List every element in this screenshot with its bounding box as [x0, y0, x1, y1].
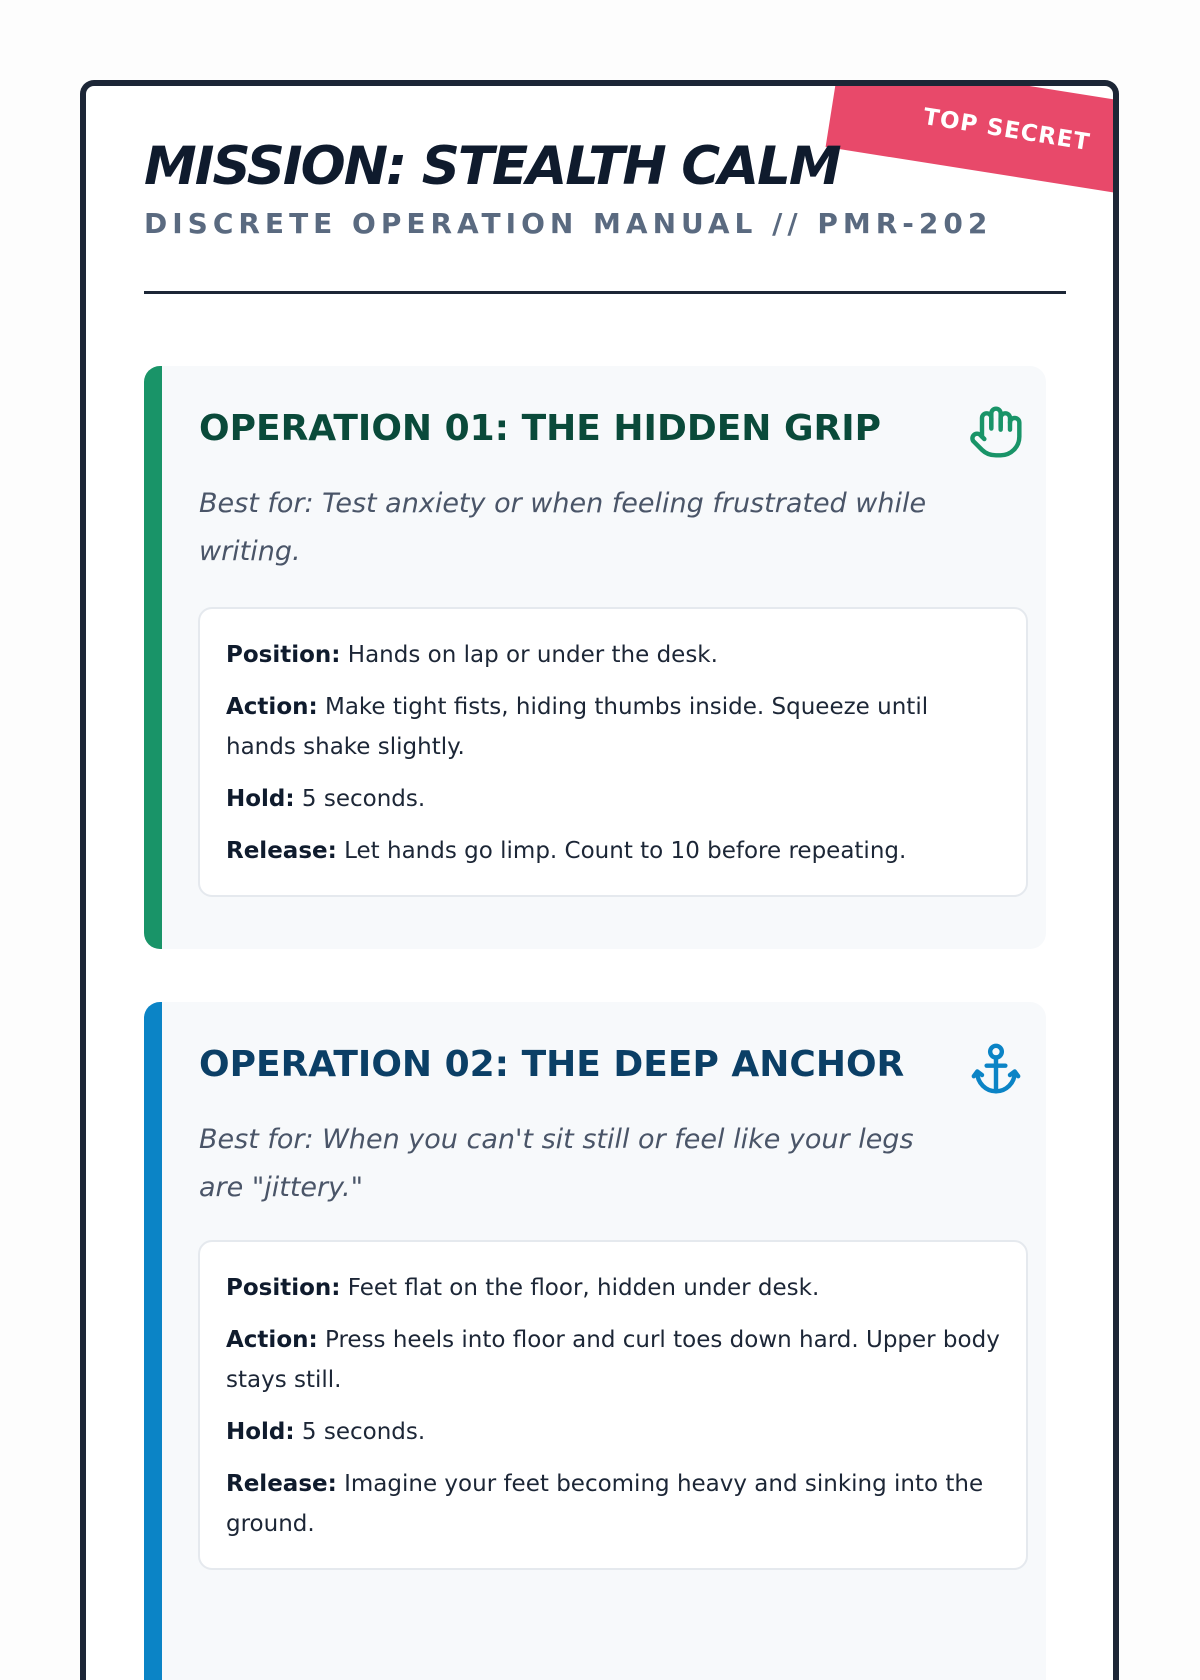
hand-icon: [968, 404, 1024, 460]
operation-01-steps: [198, 607, 1028, 897]
step-text: Let hands go limp. Count to 10 before repeating.: [336, 838, 907, 864]
step-label: Hold:: [226, 1419, 295, 1445]
step-text: 5 seconds.: [294, 786, 426, 812]
operation-02-panel: [144, 1002, 1046, 1680]
operation-01-title: OPERATION 01: THE HIDDEN GRIP: [199, 408, 882, 449]
step-position: [226, 1268, 1000, 1308]
step-text: Press heels into floor and curl toes down hard. Upper body stays still.: [226, 1327, 1000, 1393]
anchor-icon: [968, 1040, 1024, 1096]
header-divider: [144, 291, 1066, 294]
step-label: Hold:: [226, 786, 295, 812]
step-label: Release:: [226, 838, 337, 864]
step-hold: [226, 779, 1000, 819]
operation-01-panel: [144, 366, 1046, 949]
step-action: [226, 1320, 1000, 1400]
step-label: Action:: [226, 1327, 318, 1353]
top-secret-ribbon: TOP SECRET: [826, 80, 1119, 203]
step-action: [226, 687, 1000, 767]
step-position: [226, 635, 1000, 675]
step-release: [226, 1464, 1000, 1544]
operation-02-title: OPERATION 02: THE DEEP ANCHOR: [199, 1044, 905, 1085]
operation-01-best-for: Best for: Test anxiety or when feeling frustrated while writing.: [199, 488, 927, 567]
step-text: Hands on lap or under the desk.: [340, 642, 718, 668]
step-label: Position:: [226, 642, 341, 668]
step-label: Position:: [226, 1275, 341, 1301]
step-text: Imagine your feet becoming heavy and sinking into the ground.: [226, 1471, 984, 1537]
page-subtitle: DISCRETE OPERATION MANUAL // PMR-202: [144, 207, 993, 240]
operation-02-steps: [198, 1240, 1028, 1570]
step-label: Action:: [226, 694, 318, 720]
operation-02-best-for: Best for: When you can't sit still or feel like your legs are "jittery.": [199, 1124, 914, 1203]
step-release: [226, 831, 1000, 871]
step-text: Feet flat on the floor, hidden under desk.: [340, 1275, 820, 1301]
step-hold: [226, 1412, 1000, 1452]
page-title: MISSION: STEALTH CALM: [144, 136, 840, 197]
step-text: Make tight fists, hiding thumbs inside. Squeeze until hands shake slightly.: [226, 694, 929, 760]
step-label: Release:: [226, 1471, 337, 1497]
step-text: 5 seconds.: [294, 1419, 426, 1445]
mission-manual-card: [80, 80, 1119, 1680]
